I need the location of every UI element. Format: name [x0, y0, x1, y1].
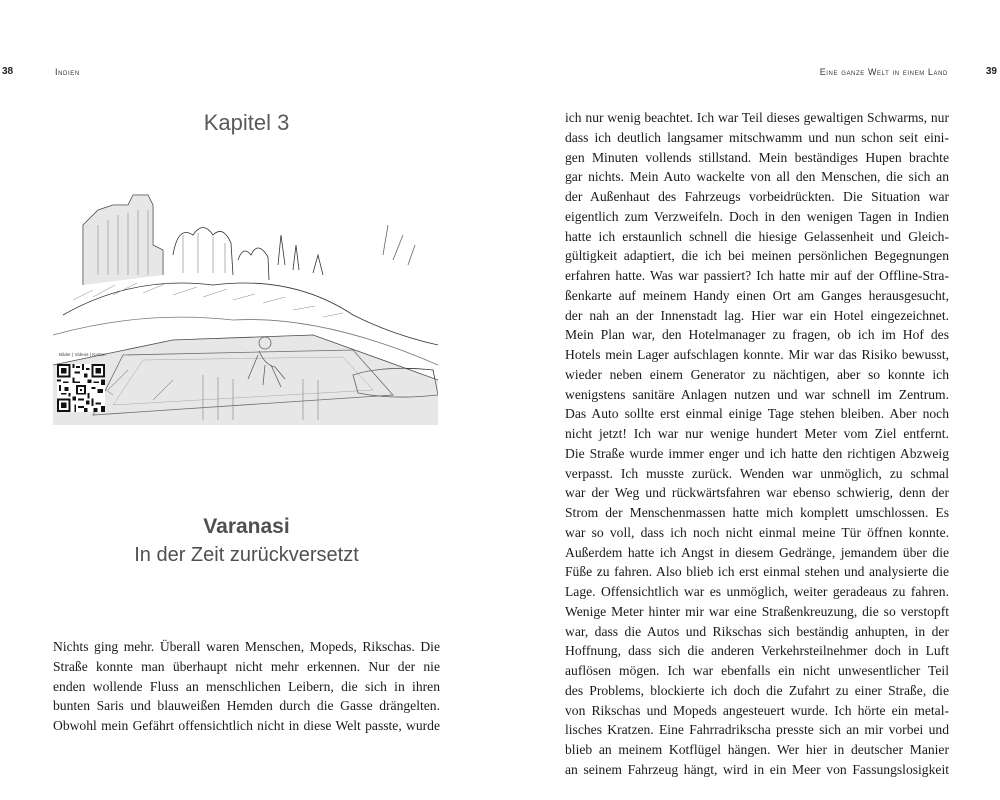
text-line: lisches Kratzen. Eine Fahrradrikscha presste sich an mir vorbei und [565, 722, 949, 738]
page-number-right: 39 [985, 66, 997, 77]
right-body-text [565, 108, 949, 780]
text-line: ich nur wenig beachtet. Ich war Teil dieses gewaltigen Schwarms, nur [565, 110, 949, 125]
text-line: war, dass die Autos und Rikschas sich beständig anhupten, in der [565, 623, 949, 639]
text-line: war der Weg und rückwärtsfahren war ebenso schwierig, denn der [565, 485, 949, 501]
text-line: verpasst. Ich musste zurück. Wenden war unmöglich, zu schmal [565, 465, 949, 481]
left-body-text [53, 637, 440, 736]
text-line: des Problems, blockierte ich doch die Zufahrt zu einer Straße, die [565, 682, 949, 698]
qr-code-icon[interactable] [57, 364, 105, 412]
text-line: Die Straße wurde immer enger und ich hatte den richtigen Abzweig [565, 445, 949, 461]
chapter-label: Kapitel 3 [203, 110, 290, 135]
text-line: Straße konnte man überhaupt nicht mehr erkennen. Nur der nie [53, 658, 440, 674]
qr-caption: Bilder | Videos | Karten [59, 352, 106, 357]
text-line: gar nichts. Mein Auto wackelte von all den Menschen, die sich an [565, 169, 949, 185]
text-line: Strom der Menschenmassen hatte mich komplett umschlossen. Es [565, 505, 949, 520]
text-line: Außerdem hatte ich Angst in diesem Gedränge, jemandem über die [565, 544, 949, 560]
text-line: gültigkeit adaptiert, die ich bei meinen persönlichen Begegnungen [565, 248, 949, 264]
chapter-illustration [53, 165, 438, 425]
page-number-left: 38 [2, 66, 14, 77]
text-line: wenigstens sanitäre Anlagen nutzen und war schnell im Zentrum. [565, 386, 949, 402]
text-line: gen Minuten vollends stillstand. Mein beständiges Hupen brachte [565, 149, 949, 165]
running-head-left: Indien [55, 67, 80, 77]
text-line: dass ich deutlich langsamer mitschwamm und nun schon seit eini- [565, 129, 949, 145]
text-line: Nichts ging mehr. Überall waren Menschen, Mopeds, Rikschas. Die [53, 639, 440, 654]
text-line: hatte ich erstaunlich schnell die hiesige Gelassenheit und Gleich- [565, 228, 949, 244]
text-line: Das Auto sollte erst einmal einige Tage stehen bleiben. Aber noch [565, 406, 949, 422]
text-line: enden wollende Fluss an menschlichen Leibern, die sich in ihren [53, 678, 440, 694]
text-line: blieb an meinem Kotflügel hängen. Wer hier in deutscher Manier [565, 742, 949, 757]
text-line: der Außenhaut des Fahrzeugs vorbeidrückten. Die Situation war [565, 189, 949, 204]
text-line: Lage. Offensichtlich war es unmöglich, weiter geradeaus zu fahren. [565, 584, 949, 599]
text-line: Füße zu fahren. Also blieb ich erst einmal stehen und analysierte die [565, 564, 949, 580]
text-line: Mein Plan war, den Hotelmanager zu fragen, ob ich im Hof des [565, 327, 949, 343]
text-line: an seinem Fahrzeug hängt, wird in ein Meer von Fassungslosigkeit [565, 761, 949, 777]
chapter-title: Varanasi [203, 515, 290, 538]
text-line: der nah an der Innenstadt lag. Hier war ein Hotel eingezeichnet. [565, 307, 949, 323]
text-line: war so voll, dass ich noch nicht einmal meine Tür öffnen konnte. [565, 524, 949, 540]
text-line: eigentlich zum Verzweifeln. Doch in den wenigen Tagen in Indien [565, 208, 949, 224]
chapter-subtitle: In der Zeit zurückversetzt [134, 544, 359, 566]
text-line: Wenige Meter hinter mir war eine Straßenkreuzung, die so verstopft [565, 603, 949, 619]
text-line: ßenkarte auf meinem Handy einen Ort am Ganges herausgesucht, [565, 287, 949, 303]
text-line: Obwohl mein Gefährt offensichtlich nicht in diese Welt passte, wurde [53, 718, 440, 733]
text-line: von Rikschas und Mopeds angesteuert wurde. Ich hörte ein metal- [565, 702, 949, 718]
running-head-right: Eine ganze Welt in einem Land [819, 67, 948, 77]
text-line: bunten Saris und blauweißen Hemden durch die Gasse drängelten. [53, 698, 440, 714]
text-line: Hoffnung, dass sich die anderen Verkehrsteilnehmer doch in Luft [565, 643, 949, 659]
text-line: erfahren hatte. Was war passiert? Ich hatte mir auf der Offline-Stra- [565, 268, 949, 283]
chapter-title-block [53, 513, 440, 569]
text-line: Hotels mein Lager aufschlagen konnte. Mir war das Risiko bewusst, [565, 347, 949, 362]
varanasi-sketch [53, 165, 438, 425]
text-line: nicht jetzt! Ich war nur wenige hundert Meter vom Ziel entfernt. [565, 426, 949, 441]
text-line: wieder neben einem Generator zu nächtigen, aber so konnte ich [565, 366, 949, 382]
text-line: auflösen mögen. Ich war ebenfalls ein nicht unwesentlicher Teil [565, 663, 949, 678]
